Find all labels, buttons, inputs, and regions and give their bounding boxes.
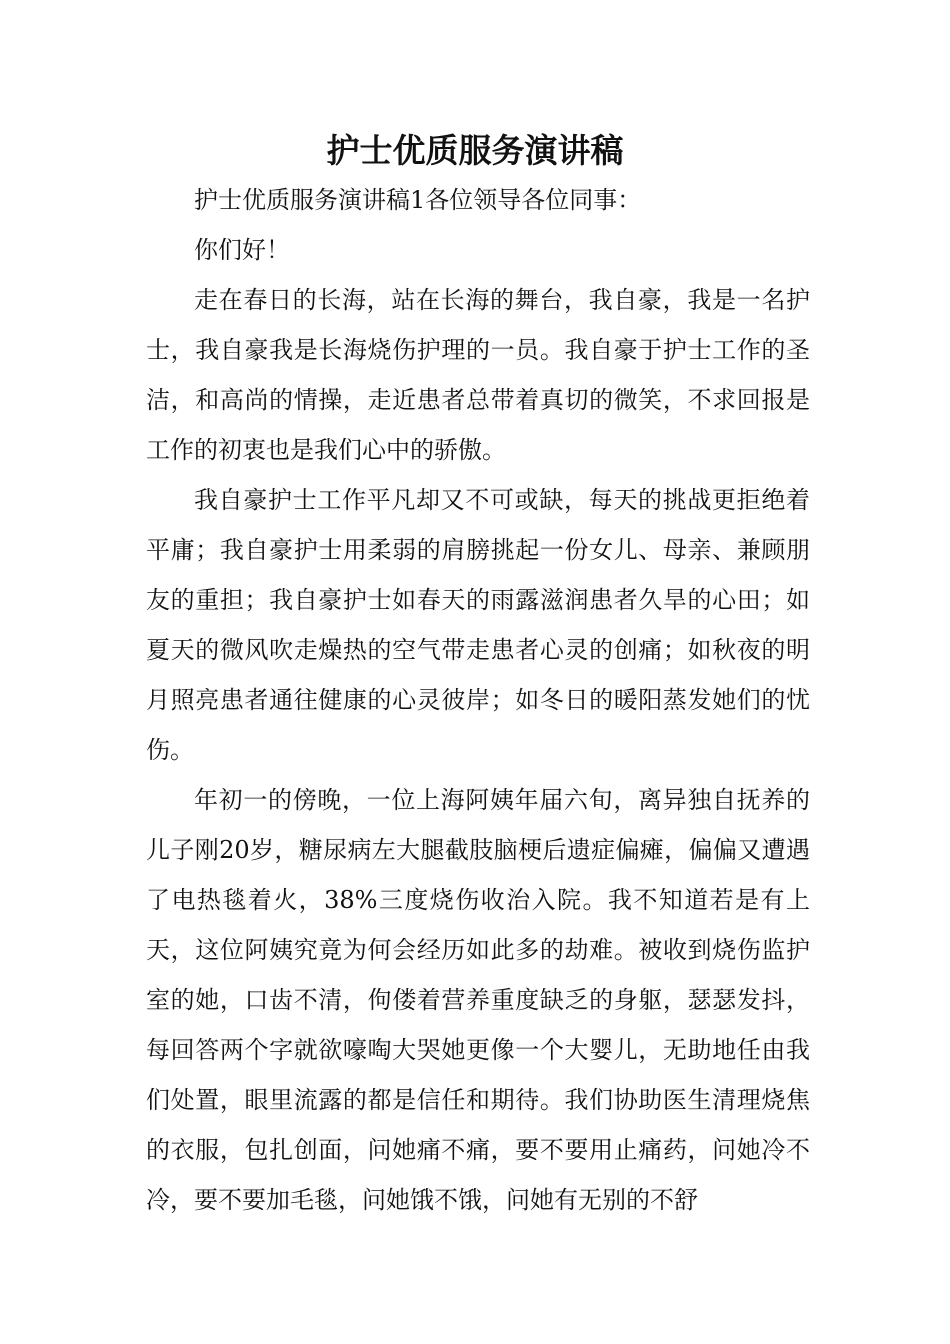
paragraph-greeting: 你们好！	[194, 236, 290, 264]
paragraph-patient-story: 年初一的傍晚，一位上海阿姨年届六旬，离异独自抚养的儿子刚20岁，糖尿病左大腿截肢脑梗后遗症偏瘫，偏偏又遭遇了电热毯着火，38%三度烧伤收治入院。我不知道若是有上天，这位阿姨究竟为何会经历如此多的劫难。被收到烧伤监护室的她，口齿不清，佝偻着营养重度缺乏的身躯，瑟瑟发抖，每回答两个字就欲嚎啕大哭她更像一个大婴儿，无助地任由我们处置，眼里流露的都是信任和期待。我们协助医生清理烧焦的衣服，包扎创面，问她痛不痛，要不要用止痛药，问她冷不冷，要不要加毛毯，问她饿不饿，问她有无别的不舒	[146, 786, 810, 1214]
paragraph-pride: 走在春日的长海，站在长海的舞台，我自豪，我是一名护士，我自豪我是长海烧伤护理的一员。我自豪于护士工作的圣洁，和高尚的情操，走近患者总带着真切的微笑，不求回报是工作的初衷也是我们心中的骄傲。	[146, 286, 810, 464]
document-title: 护士优质服务演讲稿	[326, 131, 624, 170]
paragraph-salutation: 护士优质服务演讲稿1各位领导各位同事：	[194, 186, 642, 214]
document-body	[146, 175, 810, 1225]
paragraph-nursing-work: 我自豪护士工作平凡却又不可或缺，每天的挑战更拒绝着平庸；我自豪护士用柔弱的肩膀挑起一份女儿、母亲、兼顾朋友的重担；我自豪护士如春天的雨露滋润患者久旱的心田；如夏天的微风吹走燥热的空气带走患者心灵的创痛；如秋夜的明月照亮患者通往健康的心灵彼岸；如冬日的暖阳蒸发她们的忧伤。	[146, 486, 810, 764]
